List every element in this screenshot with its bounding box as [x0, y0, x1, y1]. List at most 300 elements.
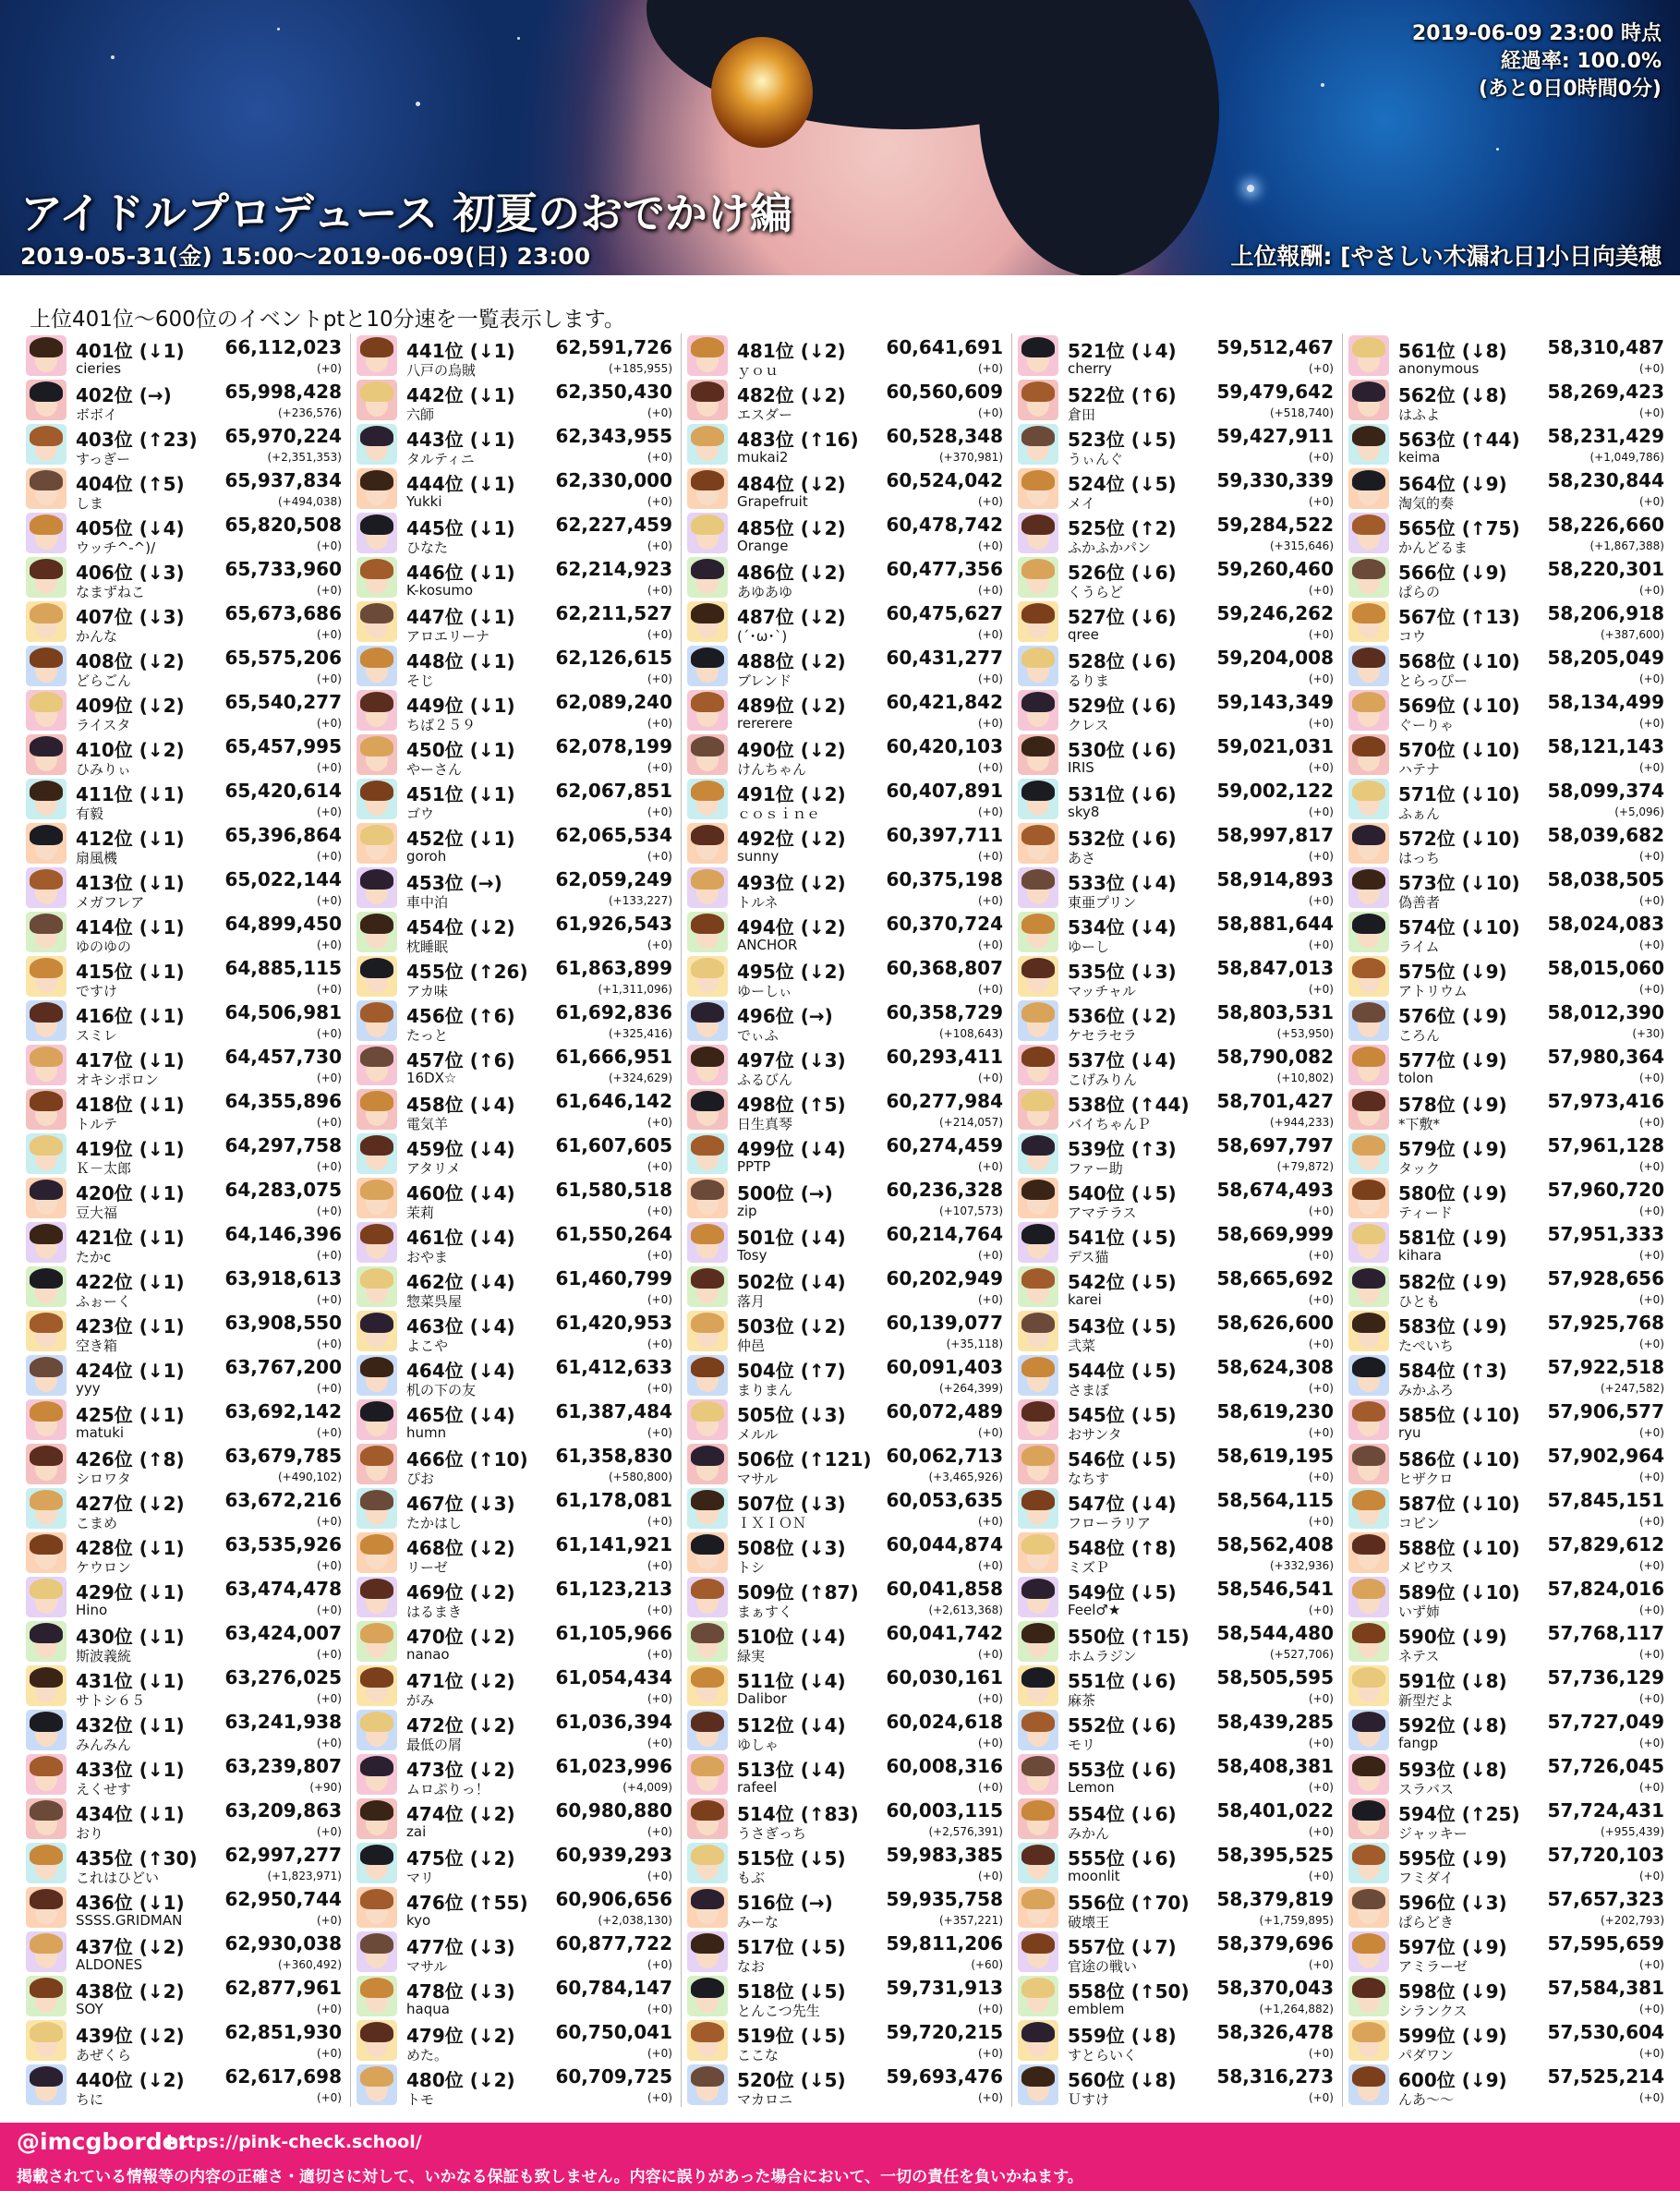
idol-avatar-icon — [1018, 1754, 1058, 1795]
ten-min-speed: (+0) — [1308, 1604, 1334, 1616]
idol-avatar-icon — [687, 1798, 728, 1839]
player-name: バイちゃんＰ — [1068, 1116, 1152, 1132]
player-name: sky8 — [1068, 804, 1100, 820]
ten-min-speed: (+35,118) — [946, 1338, 1003, 1350]
ranking-row — [1347, 1708, 1664, 1752]
ranking-row — [685, 1531, 1003, 1575]
top-reward: 上位報酬: [やさしい木漏れ日]小日向美穂 — [1230, 243, 1662, 270]
ten-min-speed: (+264,399) — [938, 1382, 1003, 1395]
ranking-row — [24, 954, 342, 999]
rank-label: 568位 (↓10) — [1398, 650, 1520, 672]
ten-min-speed: (+387,600) — [1600, 628, 1664, 641]
event-points: 57,530,604 — [1547, 2021, 1664, 2043]
ten-min-speed: (+0) — [1638, 850, 1664, 863]
ranking-row — [685, 1752, 1003, 1797]
idol-avatar-icon — [1348, 2064, 1389, 2105]
player-name: なお — [737, 1958, 766, 1975]
ten-min-speed: (+0) — [1308, 1382, 1334, 1395]
player-name: うぃんぐ — [1068, 451, 1124, 467]
site-url-link[interactable]: https://pink-check.school/ — [166, 2132, 422, 2152]
ranking-row — [24, 866, 342, 910]
ten-min-speed: (+0) — [1308, 362, 1334, 375]
ranking-row — [355, 866, 672, 910]
rank-label: 528位 (↓6) — [1068, 650, 1177, 672]
ranking-row — [1016, 599, 1334, 644]
ten-min-speed: (+0) — [316, 539, 342, 552]
idol-avatar-icon — [357, 1266, 397, 1307]
player-name: ホムラジン — [1068, 1648, 1137, 1664]
player-name: あぜくら — [76, 2047, 132, 2064]
ten-min-speed: (+527,706) — [1269, 1648, 1334, 1661]
rank-label: 574位 (↓10) — [1398, 916, 1520, 938]
player-name: SSSS.GRIDMAN — [76, 1912, 183, 1929]
player-name: ここな — [737, 2047, 780, 2064]
rank-label: 429位 (↓1) — [76, 1581, 185, 1604]
ranking-row — [355, 1885, 672, 1930]
event-points: 63,692,142 — [224, 1400, 342, 1422]
ten-min-speed: (+0) — [977, 539, 1003, 552]
ten-min-speed: (+236,576) — [277, 406, 342, 419]
ranking-row — [24, 1176, 342, 1220]
player-name: みかふろ — [1398, 1382, 1455, 1398]
rank-label: 517位 (↓5) — [737, 1936, 846, 1958]
idol-avatar-icon — [687, 1089, 728, 1130]
ranking-row — [24, 1664, 342, 1708]
idol-avatar-icon — [687, 1931, 728, 1972]
idol-avatar-icon — [26, 1710, 66, 1750]
ranking-row — [685, 511, 1003, 555]
ranking-row — [355, 1841, 672, 1885]
ten-min-speed: (+0) — [1308, 1471, 1334, 1483]
idol-avatar-icon — [1348, 1133, 1389, 1174]
idol-avatar-icon — [26, 335, 66, 376]
idol-avatar-icon — [687, 1621, 728, 1662]
ten-min-speed: (+0) — [1308, 1293, 1334, 1306]
ranking-row — [1016, 1841, 1334, 1885]
rank-label: 592位 (↓8) — [1398, 1714, 1507, 1737]
twitter-handle-link[interactable]: @imcgborder — [17, 2128, 189, 2155]
event-points: 57,727,049 — [1547, 1711, 1664, 1733]
idol-avatar-icon — [357, 1488, 397, 1529]
event-points: 57,951,333 — [1547, 1223, 1664, 1245]
ten-min-speed: (+315,646) — [1269, 539, 1334, 552]
rank-label: 431位 (↓1) — [76, 1670, 185, 1692]
event-points: 58,012,390 — [1547, 1001, 1664, 1023]
player-name: Ｕすけ — [1068, 2091, 1110, 2108]
idol-avatar-icon — [357, 1621, 397, 1662]
ranking-column — [20, 333, 351, 2107]
ranking-row — [1016, 999, 1334, 1043]
player-name: ひなた — [406, 539, 449, 556]
ranking-row — [685, 1087, 1003, 1132]
rank-label: 464位 (↓4) — [406, 1360, 515, 1382]
ranking-row — [685, 910, 1003, 954]
player-name: マリ — [406, 1870, 435, 1886]
event-points: 65,575,206 — [224, 647, 342, 669]
event-points: 58,220,301 — [1547, 558, 1664, 580]
event-points: 63,241,938 — [224, 1711, 342, 1733]
event-points: 61,692,836 — [555, 1001, 672, 1023]
ranking-row — [1016, 2018, 1334, 2063]
event-points: 65,998,428 — [224, 381, 342, 403]
event-points: 58,310,487 — [1547, 336, 1664, 358]
ranking-row — [355, 1087, 672, 1132]
ten-min-speed: (+370,981) — [938, 451, 1003, 464]
ranking-row — [1347, 1664, 1664, 1708]
ranking-row — [24, 1930, 342, 1974]
idol-avatar-icon — [687, 1887, 728, 1928]
ranking-row — [24, 378, 342, 422]
ten-min-speed: (+133,227) — [608, 894, 672, 907]
rank-label: 475位 (↓2) — [406, 1847, 515, 1870]
rank-label: 539位 (↑3) — [1068, 1138, 1177, 1160]
idol-avatar-icon — [1348, 1887, 1389, 1928]
ranking-row — [355, 378, 672, 422]
idol-avatar-icon — [1348, 1178, 1389, 1218]
event-points: 59,935,758 — [886, 1888, 1003, 1910]
ranking-row — [355, 1132, 672, 1176]
player-name: おり — [76, 1825, 104, 1842]
idol-avatar-icon — [26, 823, 66, 864]
rank-label: 575位 (↓9) — [1398, 961, 1507, 983]
idol-avatar-icon — [357, 1399, 397, 1440]
idol-avatar-icon — [26, 1133, 66, 1174]
ten-min-speed: (+4,009) — [622, 1781, 672, 1794]
rank-label: 556位 (↑70) — [1068, 1892, 1190, 1914]
idol-avatar-icon — [26, 1931, 66, 1972]
rank-label: 589位 (↓10) — [1398, 1581, 1520, 1604]
player-name: はるまき — [406, 1604, 463, 1620]
event-points: 63,276,025 — [224, 1666, 342, 1689]
player-name: ぐーりゃ — [1398, 717, 1455, 733]
ranking-row — [1347, 333, 1664, 378]
ranking-row — [24, 1797, 342, 1841]
idol-avatar-icon — [687, 2064, 728, 2105]
idol-avatar-icon — [1018, 823, 1058, 864]
rank-label: 410位 (↓2) — [76, 739, 185, 761]
rank-label: 571位 (↓10) — [1398, 783, 1520, 805]
player-name: えくせす — [76, 1781, 132, 1798]
ten-min-speed: (+0) — [316, 938, 342, 951]
event-points: 60,750,041 — [555, 2021, 672, 2043]
idol-avatar-icon — [1018, 468, 1058, 509]
idol-avatar-icon — [1018, 1488, 1058, 1529]
ten-min-speed: (+0) — [316, 1515, 342, 1528]
ranking-row — [1016, 1930, 1334, 1974]
player-name: ひみりぃ — [76, 761, 132, 778]
rank-label: 484位 (↓2) — [737, 473, 846, 495]
player-name: とんこつ先生 — [737, 2003, 820, 2019]
ten-min-speed: (+0) — [1638, 1958, 1664, 1971]
ranking-row — [355, 732, 672, 777]
ten-min-speed: (+0) — [647, 2003, 672, 2015]
ten-min-speed: (+0) — [977, 1648, 1003, 1661]
ranking-row — [355, 1442, 672, 1486]
ten-min-speed: (+3,465,926) — [928, 1471, 1003, 1483]
idol-avatar-icon — [1018, 424, 1058, 465]
ranking-row — [355, 1797, 672, 1841]
ten-min-speed: (+0) — [977, 717, 1003, 730]
idol-avatar-icon — [357, 1222, 397, 1263]
ten-min-speed: (+0) — [316, 1382, 342, 1395]
rank-label: 552位 (↓6) — [1068, 1714, 1177, 1737]
ranking-row — [1347, 1841, 1664, 1885]
ten-min-speed: (+1,264,882) — [1259, 2003, 1334, 2015]
ten-min-speed: (+0) — [1308, 628, 1334, 641]
ranking-row — [1016, 1708, 1334, 1752]
idol-avatar-icon — [1348, 335, 1389, 376]
idol-avatar-icon — [1018, 1577, 1058, 1617]
player-name: うさぎっち — [737, 1825, 807, 1842]
rank-label: 565位 (↑75) — [1398, 517, 1520, 539]
event-points: 59,720,215 — [886, 2021, 1003, 2043]
rank-label: 520位 (↓5) — [737, 2069, 846, 2091]
rank-label: 541位 (↓5) — [1068, 1227, 1177, 1249]
ten-min-speed: (+0) — [1308, 805, 1334, 818]
event-points: 58,226,660 — [1547, 514, 1664, 536]
rank-label: 562位 (↓8) — [1398, 384, 1507, 406]
ranking-row — [685, 1664, 1003, 1708]
player-name: Dalibor — [737, 1690, 787, 1707]
rank-label: 488位 (↓2) — [737, 650, 846, 672]
idol-avatar-icon — [357, 1665, 397, 1706]
player-name: アカ味 — [406, 983, 448, 999]
player-name: 官途の戦い — [1068, 1958, 1138, 1975]
event-points: 60,477,356 — [886, 558, 1003, 580]
elapsed-rate: 経過率: 100.0% — [1500, 50, 1662, 73]
ranking-row — [685, 688, 1003, 732]
player-name: anonymous — [1398, 360, 1480, 377]
player-name: トルテ — [76, 1116, 118, 1132]
idol-avatar-icon — [1018, 557, 1058, 598]
player-name: すとらいく — [1068, 2047, 1138, 2064]
ranking-row — [24, 1132, 342, 1176]
player-name: アマテラス — [1068, 1204, 1137, 1221]
idol-avatar-icon — [357, 1532, 397, 1573]
rank-label: 503位 (↓2) — [737, 1315, 846, 1338]
ranking-row — [1016, 378, 1334, 422]
ranking-row — [685, 1619, 1003, 1664]
event-points: 64,457,730 — [224, 1046, 342, 1068]
ten-min-speed: (+0) — [647, 1559, 672, 1572]
player-name: 緑実 — [737, 1648, 766, 1664]
ranking-row — [1016, 1885, 1334, 1930]
rank-label: 529位 (↓6) — [1068, 695, 1177, 717]
ten-min-speed: (+0) — [647, 2091, 672, 2104]
rank-label: 493位 (↓2) — [737, 872, 846, 894]
idol-avatar-icon — [357, 1931, 397, 1972]
ranking-row — [1347, 1531, 1664, 1575]
ranking-row — [1016, 1087, 1334, 1132]
player-name: ライスタ — [76, 717, 131, 733]
idol-avatar-icon — [1348, 823, 1389, 864]
ten-min-speed: (+0) — [1308, 451, 1334, 464]
idol-avatar-icon — [26, 1976, 66, 2016]
ranking-row — [1016, 1132, 1334, 1176]
event-period: 2019-05-31(金) 15:00〜2019-06-09(日) 23:00 — [20, 243, 591, 270]
rank-label: 513位 (↓4) — [737, 1759, 846, 1781]
rank-label: 455位 (↑26) — [406, 961, 528, 983]
idol-avatar-icon — [1348, 1222, 1389, 1263]
rank-label: 444位 (↓1) — [406, 473, 515, 495]
player-name: タック — [1398, 1160, 1441, 1177]
event-points: 59,246,262 — [1216, 602, 1334, 624]
ten-min-speed: (+955,439) — [1600, 1825, 1664, 1838]
rank-label: 511位 (↓4) — [737, 1670, 846, 1692]
idol-avatar-icon — [1348, 1355, 1389, 1396]
rank-label: 558位 (↑50) — [1068, 1980, 1190, 2003]
player-name: nanao — [406, 1646, 450, 1663]
player-name: ｙｏｕ — [737, 362, 780, 379]
event-points: 58,326,478 — [1216, 2021, 1334, 2043]
event-points: 58,803,531 — [1216, 1001, 1334, 1023]
ranking-row — [685, 732, 1003, 777]
rank-label: 409位 (↓2) — [76, 695, 185, 717]
rank-label: 422位 (↓1) — [76, 1271, 185, 1293]
ten-min-speed: (+0) — [977, 1781, 1003, 1794]
rank-label: 479位 (↓2) — [406, 2025, 515, 2047]
ranking-row — [685, 333, 1003, 378]
rank-label: 526位 (↓6) — [1068, 562, 1177, 584]
ranking-row — [1347, 1619, 1664, 1664]
idol-avatar-icon — [26, 1089, 66, 1130]
event-points: 60,641,691 — [886, 336, 1003, 358]
event-points: 60,407,891 — [886, 780, 1003, 802]
idol-avatar-icon — [26, 2020, 66, 2061]
idol-avatar-icon — [357, 1577, 397, 1617]
idol-avatar-icon — [687, 1488, 728, 1529]
ten-min-speed: (+79,872) — [1276, 1160, 1334, 1173]
ten-min-speed: (+0) — [1638, 2091, 1664, 2104]
event-points: 62,211,527 — [555, 602, 672, 624]
banner-star — [416, 102, 420, 106]
event-points: 58,379,696 — [1216, 1932, 1334, 1955]
ranking-row — [1016, 1619, 1334, 1664]
ranking-row — [685, 1885, 1003, 1930]
ten-min-speed: (+0) — [316, 362, 342, 375]
ten-min-speed: (+0) — [977, 805, 1003, 818]
player-name: SOY — [76, 2001, 103, 2017]
rank-label: 424位 (↓1) — [76, 1360, 185, 1382]
ranking-row — [1016, 866, 1334, 910]
ten-min-speed: (+357,221) — [938, 1914, 1003, 1927]
idol-avatar-icon — [687, 1311, 728, 1351]
rank-label: 506位 (↑121) — [737, 1448, 872, 1471]
ten-min-speed: (+0) — [316, 1071, 342, 1084]
ten-min-speed: (+0) — [1638, 672, 1664, 685]
event-points: 58,619,230 — [1216, 1400, 1334, 1422]
ranking-row — [355, 777, 672, 821]
rank-label: 418位 (↓1) — [76, 1094, 185, 1116]
event-points: 58,038,505 — [1547, 868, 1664, 890]
ten-min-speed: (+0) — [647, 1692, 672, 1705]
idol-avatar-icon — [26, 2064, 66, 2105]
idol-avatar-icon — [357, 1089, 397, 1130]
ten-min-speed: (+490,102) — [277, 1471, 342, 1483]
player-name: 日生真琴 — [737, 1116, 793, 1132]
rank-label: 559位 (↓8) — [1068, 2025, 1177, 2047]
idol-avatar-icon — [26, 956, 66, 997]
rank-label: 496位 (→) — [737, 1005, 833, 1027]
ten-min-speed: (+0) — [1308, 1958, 1334, 1971]
ranking-row — [1347, 1752, 1664, 1797]
rank-label: 570位 (↓10) — [1398, 739, 1520, 761]
event-points: 61,412,633 — [555, 1356, 672, 1378]
ten-min-speed: (+0) — [977, 406, 1003, 419]
idol-avatar-icon — [1018, 912, 1058, 952]
rank-label: 465位 (↓4) — [406, 1404, 515, 1426]
player-name: モリ — [1068, 1737, 1096, 1753]
player-name: たかc — [76, 1249, 112, 1265]
event-points: 58,401,022 — [1216, 1799, 1334, 1822]
header-banner — [0, 0, 1680, 275]
idol-avatar-icon — [26, 867, 66, 908]
event-points: 58,121,143 — [1547, 735, 1664, 757]
event-points: 58,674,493 — [1216, 1179, 1334, 1201]
ten-min-speed: (+0) — [316, 1737, 342, 1749]
player-name: フミダイ — [1398, 1870, 1454, 1886]
ten-min-speed: (+0) — [1638, 1338, 1664, 1350]
rank-label: 580位 (↓9) — [1398, 1182, 1507, 1204]
idol-avatar-icon — [1348, 779, 1389, 819]
rank-label: 540位 (↓5) — [1068, 1182, 1177, 1204]
ranking-row — [1347, 821, 1664, 866]
idol-avatar-icon — [26, 513, 66, 553]
idol-avatar-icon — [1348, 1754, 1389, 1795]
ten-min-speed: (+1,867,388) — [1589, 539, 1664, 552]
rank-label: 500位 (→) — [737, 1182, 833, 1204]
idol-avatar-icon — [1018, 867, 1058, 908]
ranking-row — [685, 378, 1003, 422]
event-points: 61,666,951 — [555, 1046, 672, 1068]
idol-avatar-icon — [357, 1444, 397, 1484]
event-points: 62,067,851 — [555, 780, 672, 802]
player-name: ｃｏｓｉｎｅ — [737, 805, 821, 822]
event-points: 60,236,328 — [886, 1179, 1003, 1201]
event-points: 60,709,725 — [555, 2065, 672, 2088]
ten-min-speed: (+107,573) — [938, 1204, 1003, 1217]
event-points: 62,078,199 — [555, 735, 672, 757]
event-points: 58,395,525 — [1216, 1844, 1334, 1866]
rank-label: 544位 (↓5) — [1068, 1360, 1177, 1382]
event-points: 64,283,075 — [224, 1179, 342, 1201]
ten-min-speed: (+0) — [1308, 850, 1334, 863]
ranking-row — [355, 2018, 672, 2063]
ten-min-speed: (+0) — [316, 1914, 342, 1927]
ranking-row — [24, 511, 342, 555]
ranking-row — [1016, 1309, 1334, 1353]
ten-min-speed: (+0) — [1638, 761, 1664, 774]
idol-avatar-icon — [1348, 1444, 1389, 1484]
ten-min-speed: (+0) — [977, 672, 1003, 685]
ranking-row — [24, 422, 342, 466]
event-points: 60,784,147 — [555, 1977, 672, 1999]
event-points: 57,595,659 — [1547, 1932, 1664, 1955]
ten-min-speed: (+53,950) — [1276, 1027, 1334, 1040]
player-name: humn — [406, 1424, 447, 1441]
ranking-row — [1347, 1176, 1664, 1220]
player-name: tolon — [1398, 1070, 1433, 1086]
player-name: どらごん — [76, 672, 132, 689]
rank-label: 597位 (↓9) — [1398, 1936, 1507, 1958]
ranking-row — [24, 2063, 342, 2107]
ranking-row — [1016, 1797, 1334, 1841]
event-points: 60,420,103 — [886, 735, 1003, 757]
rank-label: 531位 (↓6) — [1068, 783, 1177, 805]
player-name: Tosy — [737, 1247, 767, 1264]
event-points: 62,950,744 — [224, 1888, 342, 1910]
idol-avatar-icon — [1348, 1798, 1389, 1839]
